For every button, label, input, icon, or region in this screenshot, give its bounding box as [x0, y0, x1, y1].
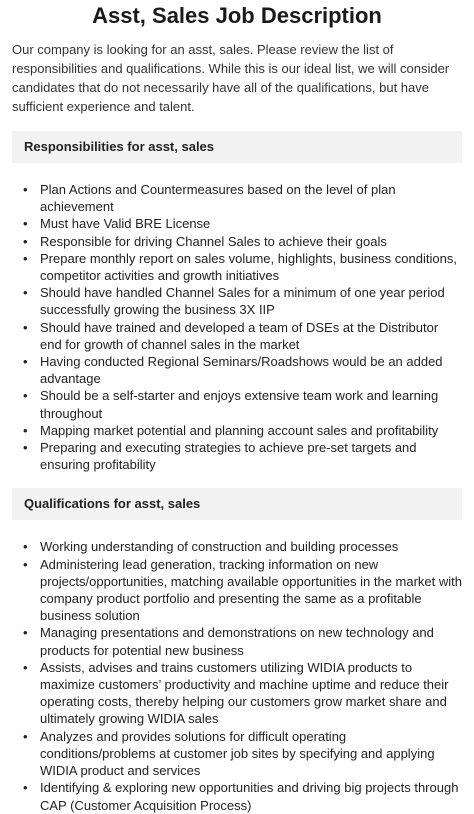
- responsibilities-heading: Responsibilities for asst, sales: [12, 131, 462, 163]
- list-item: • Identifying & exploring new opportunities and driving big projects through CAP (Customer Acquisition Process): [36, 779, 462, 813]
- list-item: • Should be a self-starter and enjoys extensive team work and learning throughout: [36, 387, 462, 421]
- list-item: • Preparing and executing strategies to achieve pre-set targets and ensuring profitability: [36, 439, 462, 473]
- list-item: • Having conducted Regional Seminars/Roadshows would be an added advantage: [36, 353, 462, 387]
- list-item: • Should have trained and developed a team of DSEs at the Distributor end for growth of channel sales in the market: [36, 319, 462, 353]
- list-item: • Prepare monthly report on sales volume, highlights, business conditions, competitor activities and growth initiatives: [36, 250, 462, 284]
- list-item: • Managing presentations and demonstrations on new technology and products for potential new business: [36, 624, 462, 658]
- intro-paragraph: Our company is looking for an asst, sales. Please review the list of responsibilities and qualifications. While this is our ideal list, we will consider candidates that do not necessarily have all of the qualifications, but have sufficient experience and talent.: [12, 42, 450, 114]
- qualifications-heading: Qualifications for asst, sales: [12, 488, 462, 520]
- page-title: Asst, Sales Job Description: [92, 3, 382, 28]
- list-item: • Responsible for driving Channel Sales to achieve their goals: [36, 233, 462, 250]
- qualifications-list: [12, 538, 462, 813]
- list-item: • Plan Actions and Countermeasures based on the level of plan achievement: [36, 181, 462, 215]
- list-item: • Administering lead generation, tracking information on new projects/opportunities, matching available opportunities in the market with company product portfolio and presenting the same as a profitable business solution: [36, 556, 462, 625]
- list-item: • Assists, advises and trains customers utilizing WIDIA products to maximize customers’ productivity and machine uptime and reduce their operating costs, thereby helping our customers grow market share and ultimately growing WIDIA sales: [36, 659, 462, 728]
- responsibilities-list: [12, 181, 462, 473]
- list-item: • Analyzes and provides solutions for difficult operating conditions/problems at customer job sites by specifying and applying WIDIA product and services: [36, 728, 462, 780]
- list-item: • Must have Valid BRE License: [36, 215, 462, 232]
- list-item: • Should have handled Channel Sales for a minimum of one year period successfully growing the business 3X IIP: [36, 284, 462, 318]
- list-item: • Working understanding of construction and building processes: [36, 538, 462, 555]
- list-item: • Mapping market potential and planning account sales and profitability: [36, 422, 462, 439]
